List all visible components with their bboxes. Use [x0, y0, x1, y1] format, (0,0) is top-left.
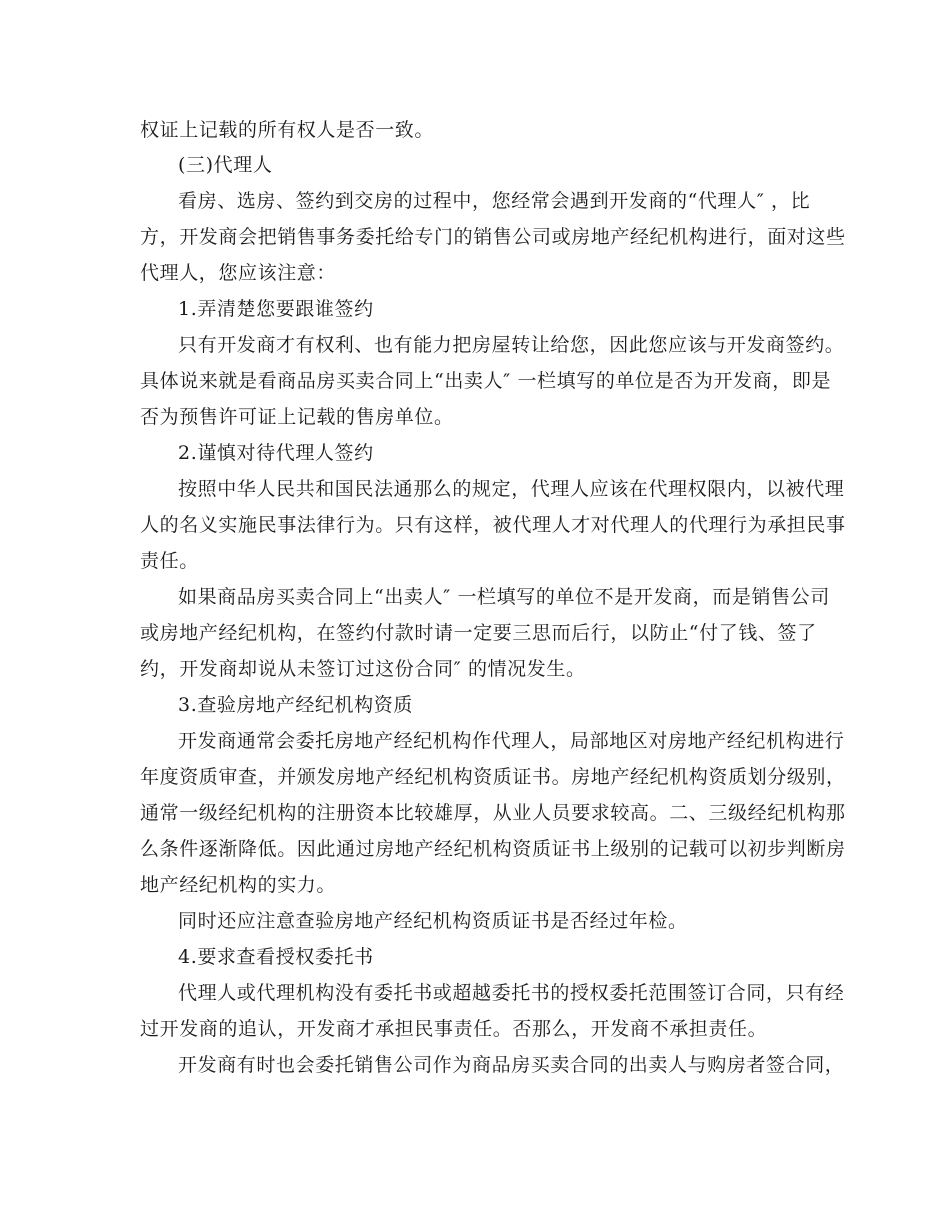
text-line: 地产经纪机构的实力。	[140, 874, 337, 896]
text-line: 开发商有时也会委托销售公司作为商品房买卖合同的出卖人与购房者签合同，	[178, 1054, 845, 1076]
text-line: 代理人，您应该注意：	[140, 262, 337, 284]
text-line: 同时还应注意查验房地产经纪机构资质证书是否经过年检。	[178, 910, 688, 932]
text-line: 看房、选房、签约到交房的过程中，您经常会遇到开发商的“代理人″ ，比	[178, 190, 811, 212]
text-line: 权证上记载的所有权人是否一致。	[140, 119, 435, 141]
text-line: 么条件逐渐降低。因此通过房地产经纪机构资质证书上级别的记载可以初步判断房	[140, 838, 846, 860]
text-line: 约，开发商却说从未签订过这份合同″ 的情况发生。	[140, 658, 586, 680]
text-line: 方，开发商会把销售事务委托给专门的销售公司或房地产经纪机构进行，面对这些	[140, 226, 846, 248]
text-line: 过开发商的追认，开发商才承担民事责任。否那么，开发商不承担责任。	[140, 1018, 768, 1040]
subsection-heading: 3.查验房地产经纪机构资质	[178, 694, 413, 716]
text-line: 具体说来就是看商品房买卖合同上“出卖人″ 一栏填写的单位是否为开发商，即是	[140, 370, 832, 392]
text-line: 责任。	[140, 550, 199, 572]
text-line: 或房地产经纪机构，在签约付款时请一定要三思而后行，以防止“付了钱、签了	[140, 622, 817, 644]
text-line: 只有开发商才有权利、也有能力把房屋转让给您，因此您应该与开发商签约。	[178, 334, 845, 356]
subsection-heading: 4.要求查看授权委托书	[178, 946, 374, 968]
section-heading: (三)代理人	[178, 154, 273, 176]
text-line: 人的名义实施民事法律行为。只有这样，被代理人才对代理人的代理行为承担民事	[140, 514, 846, 536]
text-line: 否为预售许可证上记载的售房单位。	[140, 406, 454, 428]
text-line: 通常一级经纪机构的注册资本比较雄厚，从业人员要求较高。二、三级经纪机构那	[140, 802, 846, 824]
subsection-heading: 1.弄清楚您要跟谁签约	[178, 298, 374, 320]
text-line: 代理人或代理机构没有委托书或超越委托书的授权委托范围签订合同，只有经	[178, 982, 845, 1004]
text-line: 开发商通常会委托房地产经纪机构作代理人，局部地区对房地产经纪机构进行	[178, 730, 845, 752]
text-line: 如果商品房买卖合同上“出卖人″ 一栏填写的单位不是开发商，而是销售公司	[178, 586, 830, 608]
text-line: 按照中华人民共和国民法通那么的规定，代理人应该在代理权限内，以被代理	[178, 478, 845, 500]
text-line: 年度资质审查，并颁发房地产经纪机构资质证书。房地产经纪机构资质划分级别，	[140, 766, 846, 788]
subsection-heading: 2.谨慎对待代理人签约	[178, 442, 374, 464]
